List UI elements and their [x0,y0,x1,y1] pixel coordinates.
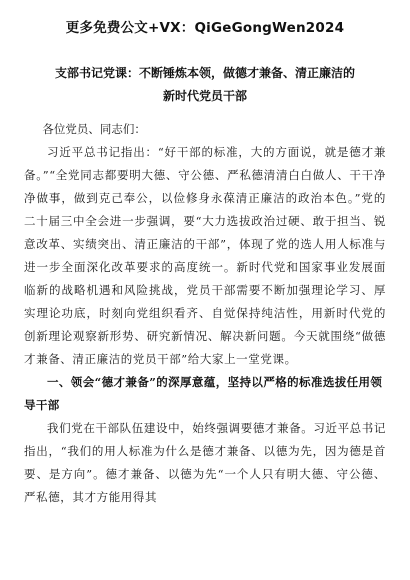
watermark-header: 更多免费公文+VX：QiGeGongWen2024 [65,20,345,36]
salutation: 各位党员、同志们： [42,122,146,136]
document-title [24,62,386,108]
body-paragraph-1: 习近平总书记指出：“好干部的标准，大的方面说，就是德才兼备。”“全党同志都要明大德、守公德、严私德清清白白做人、干干净净做事，做到克己奉公，以俭修身永葆清正廉洁的政治本色。”党的二十届三中全会进一步强调，要“大力选拔政治过硬、敢于担当、锐意改革、实绩突出、清正廉洁的干部”，体现了党的选人用人标准与进一步全面深化改革要求的高度统一。新时代党和国家事业发展面临新的战略机遇和风险挑战，党员干部需要不断加强理论学习、厚实理论功底，时刻向党组织看齐、自觉保持纯洁性，用新时代党的创新理论观察新形势、研究新情况、解决新问题。今天就围绕“做德才兼备、清正廉洁的党员干部”给大家上一堂党课。 [24,145,386,366]
title-line-2: 新时代党员干部 [162,89,247,103]
title-line-1: 支部书记党课：不断锤炼本领，做德才兼备、清正廉洁的 [54,66,355,80]
section-1-heading: 一、领会“德才兼备”的深厚意蕴，坚持以严格的标准选拔任用领导干部 [24,375,383,412]
body-paragraph-2: 我们党在干部队伍建设中，始终强调要德才兼备。习近平总书记指出，“我们的用人标准为什么是德才兼备、以德为先，因为德是首要、是方向”。德才兼备、以德为先“一个人只有明大德、守公德、严私德，其才方能用得其 [24,421,386,504]
